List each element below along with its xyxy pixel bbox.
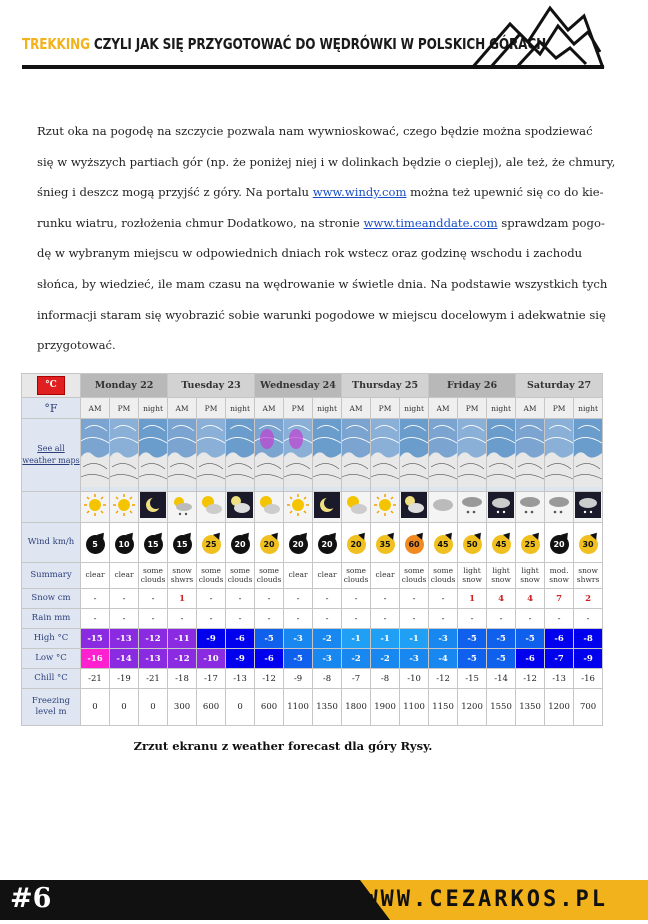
weather-map-thumbnail-icon[interactable]	[429, 419, 457, 487]
weather-map-cell[interactable]	[342, 419, 371, 492]
wind-arrow-icon: 20	[318, 535, 337, 554]
rain-cell: -	[342, 609, 371, 629]
summary-cell: snow shwrs	[574, 563, 603, 589]
weather-map-thumbnail-icon[interactable]	[255, 419, 283, 487]
weather-map-thumbnail-icon[interactable]	[371, 419, 399, 487]
weather-forecast-table	[21, 373, 602, 717]
snow-cell: -	[110, 589, 139, 609]
summary-cell: some clouds	[342, 563, 371, 589]
low-temp-cell: -2	[342, 649, 371, 669]
weather-map-thumbnail-icon[interactable]	[139, 419, 167, 487]
chill-cell: -12	[429, 669, 458, 689]
snow-cell: 2	[574, 589, 603, 609]
page-number: #6	[10, 883, 52, 914]
day-header: Wednesday 24	[255, 374, 342, 398]
unit-fahrenheit-button[interactable]: °F	[22, 398, 81, 419]
wind-arrow-icon: 15	[173, 535, 192, 554]
chill-cell: -9	[284, 669, 313, 689]
para-line-3-text: śnieg i deszcz mogą przyjść z góry. Na portalu	[37, 185, 309, 200]
weather-icon-cell	[255, 492, 284, 523]
chill-cell: -15	[458, 669, 487, 689]
summary-cell: some clouds	[255, 563, 284, 589]
chill-cell: -12	[516, 669, 545, 689]
wind-arrow-icon: 30	[579, 535, 598, 554]
weather-map-cell[interactable]	[139, 419, 168, 492]
rain-cell: -	[487, 609, 516, 629]
weather-map-thumbnail-icon[interactable]	[110, 419, 138, 487]
low-temp-cell: -5	[284, 649, 313, 669]
wind-arrow-icon: 60	[405, 535, 424, 554]
wind-arrow-icon: 20	[550, 535, 569, 554]
snow-cell: -	[429, 589, 458, 609]
sun-icon	[372, 492, 398, 518]
slot-label: AM	[516, 398, 545, 419]
summary-cell: snow shwrs	[168, 563, 197, 589]
para-line-7: informacji staram się wyobrazić sobie warunki pogodowe w miejscu docelowym i adekwatnie się	[37, 307, 606, 322]
para-line-3	[37, 177, 604, 208]
weather-map-cell[interactable]	[429, 419, 458, 492]
para-line-3-tail: można też upewnić się co do kie-	[410, 185, 604, 200]
weather-map-cell[interactable]	[400, 419, 429, 492]
weather-map-cell[interactable]	[81, 419, 110, 492]
high-temp-cell: -5	[255, 629, 284, 649]
high-temp-cell: -15	[81, 629, 110, 649]
high-temp-cell: -3	[284, 629, 313, 649]
chill-cell: -17	[197, 669, 226, 689]
wind-arrow-icon: 10	[115, 535, 134, 554]
moon-cloud-icon	[227, 492, 253, 518]
chill-cell: -13	[545, 669, 574, 689]
snow-cell: -	[400, 589, 429, 609]
wind-cell	[516, 523, 545, 563]
weather-icon-cell	[516, 492, 545, 523]
weather-map-thumbnail-icon[interactable]	[342, 419, 370, 487]
para-line-6: słońca, by wiedzieć, ile mam czasu na wędrowanie w świetle dnia. Na podstawie wszystkich tych	[37, 276, 608, 291]
chill-cell: -7	[342, 669, 371, 689]
para-line-4-text: runku wiatru, rozłożenia chmur Dodatkowo, na stronie	[37, 215, 360, 230]
freezing-cell: 1200	[458, 689, 487, 726]
para-line-8: przygotować.	[37, 338, 116, 353]
icon-label-cell	[22, 492, 81, 523]
para-line-2: się w wyższych partiach gór (np. że poniżej niej i w dolinkach będzie o cieplej), ale też, że chmury,	[37, 154, 616, 169]
weather-icon-cell	[226, 492, 255, 523]
low-temp-cell: -9	[226, 649, 255, 669]
rain-cell: -	[574, 609, 603, 629]
slot-label: night	[226, 398, 255, 419]
high-temp-cell: -2	[313, 629, 342, 649]
low-temp-cell: -13	[139, 649, 168, 669]
rain-cell: -	[284, 609, 313, 629]
weather-map-thumbnail-icon[interactable]	[168, 419, 196, 487]
day-header: Saturday 27	[516, 374, 603, 398]
rain-cell: -	[371, 609, 400, 629]
summary-label: Summary	[22, 563, 81, 589]
slot-label: PM	[545, 398, 574, 419]
snow-label: Snow cm	[22, 589, 81, 609]
slot-label: night	[487, 398, 516, 419]
weather-map-thumbnail-icon[interactable]	[516, 419, 544, 487]
weather-map-cell[interactable]	[226, 419, 255, 492]
day-header: Monday 22	[81, 374, 168, 398]
wind-arrow-icon: 20	[289, 535, 308, 554]
weather-map-thumbnail-icon[interactable]	[313, 419, 341, 487]
para-line-1: Rzut oka na pogodę na szczycie pozwala nam wywnioskować, czego będzie można spodziewać	[37, 124, 593, 138]
freezing-cell: 300	[168, 689, 197, 726]
freezing-cell: 1900	[371, 689, 400, 726]
unit-celsius-button[interactable]: °C	[37, 376, 65, 395]
wind-arrow-icon: 25	[202, 535, 221, 554]
weather-map-cell[interactable]	[487, 419, 516, 492]
sun-cloud-icon	[256, 492, 282, 518]
summary-cell: clear	[81, 563, 110, 589]
summary-cell: some clouds	[197, 563, 226, 589]
cloud-snow-icon	[517, 492, 543, 518]
high-temp-cell: -9	[197, 629, 226, 649]
slot-label: PM	[458, 398, 487, 419]
snow-cell: -	[371, 589, 400, 609]
sun-icon	[285, 492, 311, 518]
weather-icon-cell	[313, 492, 342, 523]
wind-arrow-icon: 20	[347, 535, 366, 554]
weather-map-cell[interactable]	[545, 419, 574, 492]
weather-map-thumbnail-icon[interactable]	[400, 419, 428, 487]
weather-icon-cell	[545, 492, 574, 523]
high-temp-cell: -1	[371, 629, 400, 649]
weather-map-thumbnail-icon[interactable]	[487, 419, 515, 487]
rain-cell: -	[516, 609, 545, 629]
freezing-cell: 1100	[400, 689, 429, 726]
freezing-cell: 0	[139, 689, 168, 726]
weather-map-thumbnail-icon[interactable]	[81, 419, 109, 487]
para-line-5: dę w wybranym miejscu w odpowiednich dniach rok wstecz oraz godzinę wschodu i zachodu	[37, 246, 583, 261]
high-temp-cell: -8	[574, 629, 603, 649]
freezing-cell: 700	[574, 689, 603, 726]
weather-map-thumbnail-icon[interactable]	[458, 419, 486, 487]
low-temp-cell: -5	[487, 649, 516, 669]
freezing-cell: 1350	[516, 689, 545, 726]
low-temp-cell: -6	[255, 649, 284, 669]
day-header: Friday 26	[429, 374, 516, 398]
page-header	[0, 0, 648, 80]
summary-cell: some clouds	[139, 563, 168, 589]
summary-cell: clear	[110, 563, 139, 589]
weather-map-thumbnail-icon[interactable]	[574, 419, 602, 487]
para-line-4-tail: sprawdzam pogo-	[501, 215, 605, 230]
see-all-maps-link[interactable]: See all weather maps	[22, 444, 80, 465]
moon-icon	[140, 492, 166, 518]
high-temp-cell: -5	[487, 629, 516, 649]
snow-cell: -	[197, 589, 226, 609]
wind-cell	[226, 523, 255, 563]
snow-cell: -	[342, 589, 371, 609]
rain-cell: -	[139, 609, 168, 629]
weather-map-cell[interactable]	[458, 419, 487, 492]
summary-cell: clear	[284, 563, 313, 589]
weather-icon-cell	[342, 492, 371, 523]
snow-cell: 4	[487, 589, 516, 609]
summary-cell: light snow	[487, 563, 516, 589]
slot-label: AM	[255, 398, 284, 419]
rain-label: Rain mm	[22, 609, 81, 629]
low-temp-cell: -12	[168, 649, 197, 669]
high-temp-cell: -1	[400, 629, 429, 649]
header-accent: TREKKING	[22, 35, 90, 53]
high-temp-cell: -6	[226, 629, 255, 649]
weather-icon-cell	[168, 492, 197, 523]
rain-cell: -	[545, 609, 574, 629]
freezing-cell: 0	[110, 689, 139, 726]
low-temp-cell: -9	[574, 649, 603, 669]
wind-cell	[255, 523, 284, 563]
freezing-cell: 1800	[342, 689, 371, 726]
wind-label: Wind km/h	[22, 523, 81, 563]
cloud-icon	[430, 492, 456, 518]
day-header: Thursday 25	[342, 374, 429, 398]
summary-cell: clear	[371, 563, 400, 589]
slot-label: night	[313, 398, 342, 419]
para-line-4	[37, 208, 605, 239]
weather-icon-cell	[110, 492, 139, 523]
weather-map-cell[interactable]	[371, 419, 400, 492]
wind-cell	[139, 523, 168, 563]
weather-map-thumbnail-icon[interactable]	[545, 419, 573, 487]
wind-arrow-icon: 20	[231, 535, 250, 554]
chill-cell: -14	[487, 669, 516, 689]
wind-cell	[429, 523, 458, 563]
weather-icon-cell	[458, 492, 487, 523]
wind-cell	[313, 523, 342, 563]
snow-cell: -	[139, 589, 168, 609]
snow-cell: 4	[516, 589, 545, 609]
wind-cell	[458, 523, 487, 563]
cloud-snow-icon	[546, 492, 572, 518]
snow-cell: 1	[458, 589, 487, 609]
low-temp-cell: -14	[110, 649, 139, 669]
freezing-cell: 600	[197, 689, 226, 726]
wind-cell	[371, 523, 400, 563]
weather-icon-cell	[429, 492, 458, 523]
wind-arrow-icon: 15	[144, 535, 163, 554]
summary-cell: light snow	[458, 563, 487, 589]
wind-arrow-icon: 20	[260, 535, 279, 554]
weather-icon-cell	[400, 492, 429, 523]
wind-arrow-icon: 50	[463, 535, 482, 554]
chill-label: Chill °C	[22, 669, 81, 689]
weather-icon-cell	[574, 492, 603, 523]
rain-cell: -	[81, 609, 110, 629]
wind-arrow-icon: 45	[492, 535, 511, 554]
header-title	[22, 35, 546, 53]
mountain-logo-icon	[470, 2, 605, 74]
sun-icon	[111, 492, 137, 518]
header-title-text: CZYLI JAK SIĘ PRZYGOTOWAĆ DO WĘDRÓWKI W POLSKICH GÓRACH	[89, 35, 547, 53]
freezing-cell: 1200	[545, 689, 574, 726]
page-footer	[0, 880, 648, 920]
slot-label: PM	[197, 398, 226, 419]
moon-cloud-icon	[401, 492, 427, 518]
summary-cell: some clouds	[429, 563, 458, 589]
summary-cell: some clouds	[400, 563, 429, 589]
chill-cell: -21	[139, 669, 168, 689]
slot-label: AM	[429, 398, 458, 419]
slot-label: PM	[284, 398, 313, 419]
wind-cell	[574, 523, 603, 563]
low-temp-cell: -5	[458, 649, 487, 669]
chill-cell: -8	[371, 669, 400, 689]
wind-cell	[545, 523, 574, 563]
snow-cell: 7	[545, 589, 574, 609]
wind-cell	[81, 523, 110, 563]
snow-cell: -	[284, 589, 313, 609]
weather-map-thumbnail-icon[interactable]	[226, 419, 254, 487]
high-label: High °C	[22, 629, 81, 649]
weather-map-cell[interactable]	[574, 419, 603, 492]
rain-cell: -	[168, 609, 197, 629]
weather-icon-cell	[81, 492, 110, 523]
weather-icon-cell	[487, 492, 516, 523]
rain-cell: -	[110, 609, 139, 629]
chill-cell: -16	[574, 669, 603, 689]
sun-icon	[82, 492, 108, 518]
weather-icon-cell	[139, 492, 168, 523]
moon-icon	[314, 492, 340, 518]
timeanddate-link[interactable]: www.timeanddate.com	[363, 215, 498, 230]
slot-label: AM	[342, 398, 371, 419]
wind-cell	[168, 523, 197, 563]
wind-cell	[487, 523, 516, 563]
high-temp-cell: -13	[110, 629, 139, 649]
high-temp-cell: -11	[168, 629, 197, 649]
freezing-label: Freezing level m	[22, 689, 81, 726]
footer-url[interactable]: WWW.CEZARKOS.PL	[364, 887, 608, 912]
low-temp-cell: -2	[371, 649, 400, 669]
snow-cell: -	[226, 589, 255, 609]
freezing-cell: 1550	[487, 689, 516, 726]
weather-icon-cell	[371, 492, 400, 523]
high-temp-cell: -12	[139, 629, 168, 649]
high-temp-cell: -5	[516, 629, 545, 649]
high-temp-cell: -6	[545, 629, 574, 649]
wind-arrow-icon: 35	[376, 535, 395, 554]
slot-label: AM	[168, 398, 197, 419]
rain-cell: -	[429, 609, 458, 629]
wind-cell	[110, 523, 139, 563]
weather-map-thumbnail-icon[interactable]	[197, 419, 225, 487]
chill-cell: -8	[313, 669, 342, 689]
chill-cell: -12	[255, 669, 284, 689]
weather-icon-cell	[197, 492, 226, 523]
see-all-maps-cell	[22, 419, 81, 492]
low-temp-cell: -10	[197, 649, 226, 669]
chill-cell: -10	[400, 669, 429, 689]
low-temp-cell: -6	[516, 649, 545, 669]
freezing-cell: 0	[226, 689, 255, 726]
sun-cloud-icon	[343, 492, 369, 518]
freezing-cell: 1100	[284, 689, 313, 726]
wind-arrow-icon: 25	[521, 535, 540, 554]
low-temp-cell: -4	[429, 649, 458, 669]
rain-cell: -	[197, 609, 226, 629]
sun-snow-icon	[169, 492, 195, 518]
wind-arrow-icon: 5	[86, 535, 105, 554]
weather-map-cell[interactable]	[313, 419, 342, 492]
summary-cell: mod. snow	[545, 563, 574, 589]
wind-cell	[342, 523, 371, 563]
wind-cell	[197, 523, 226, 563]
high-temp-cell: -3	[429, 629, 458, 649]
chill-cell: -18	[168, 669, 197, 689]
low-temp-cell: -16	[81, 649, 110, 669]
slot-label: PM	[110, 398, 139, 419]
low-label: Low °C	[22, 649, 81, 669]
low-temp-cell: -7	[545, 649, 574, 669]
unit-celsius-cell[interactable]	[22, 374, 81, 398]
weather-map-thumbnail-icon[interactable]	[284, 419, 312, 487]
weather-icon-cell	[284, 492, 313, 523]
weather-map-cell[interactable]	[168, 419, 197, 492]
weather-map-cell[interactable]	[284, 419, 313, 492]
freezing-cell: 0	[81, 689, 110, 726]
moon-snow-icon	[575, 492, 601, 518]
slot-label: PM	[371, 398, 400, 419]
snow-cell: -	[313, 589, 342, 609]
weather-map-cell[interactable]	[110, 419, 139, 492]
high-temp-cell: -5	[458, 629, 487, 649]
wind-arrow-icon: 45	[434, 535, 453, 554]
rain-cell: -	[255, 609, 284, 629]
freezing-cell: 1150	[429, 689, 458, 726]
sun-cloud-icon	[198, 492, 224, 518]
high-temp-cell: -1	[342, 629, 371, 649]
rain-cell: -	[313, 609, 342, 629]
freezing-cell: 600	[255, 689, 284, 726]
slot-label: night	[400, 398, 429, 419]
snow-cell: -	[255, 589, 284, 609]
chill-cell: -19	[110, 669, 139, 689]
slot-label: AM	[81, 398, 110, 419]
moon-snow-icon	[488, 492, 514, 518]
slot-label: night	[574, 398, 603, 419]
wind-cell	[400, 523, 429, 563]
figure-caption: Zrzut ekranu z weather forecast dla góry Rysy.	[133, 739, 433, 753]
chill-cell: -13	[226, 669, 255, 689]
weather-map-cell[interactable]	[197, 419, 226, 492]
freezing-cell: 1350	[313, 689, 342, 726]
low-temp-cell: -3	[400, 649, 429, 669]
summary-cell: some clouds	[226, 563, 255, 589]
cloud-snow-icon	[459, 492, 485, 518]
rain-cell: -	[400, 609, 429, 629]
summary-cell: light snow	[516, 563, 545, 589]
rain-cell: -	[458, 609, 487, 629]
weather-map-cell[interactable]	[255, 419, 284, 492]
slot-label: night	[139, 398, 168, 419]
wind-cell	[284, 523, 313, 563]
snow-cell: 1	[168, 589, 197, 609]
low-temp-cell: -3	[313, 649, 342, 669]
weather-map-cell[interactable]	[516, 419, 545, 492]
windy-link[interactable]: www.windy.com	[312, 185, 407, 200]
day-header: Tuesday 23	[168, 374, 255, 398]
snow-cell: -	[81, 589, 110, 609]
rain-cell: -	[226, 609, 255, 629]
chill-cell: -21	[81, 669, 110, 689]
summary-cell: clear	[313, 563, 342, 589]
intro-paragraph	[37, 116, 616, 361]
